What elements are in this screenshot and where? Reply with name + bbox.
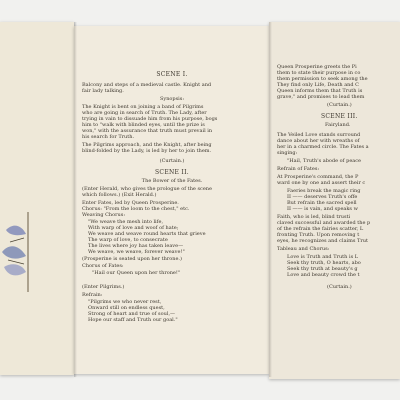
text-line: them permission to seek among the — [277, 76, 368, 82]
verse-line: Seek thy truth at beauty's g — [287, 266, 358, 272]
text-line: Synopsis: — [159, 96, 185, 102]
text-line: him to "walk with blinded eyes, until the prize is — [82, 122, 205, 128]
text-line: Chorus: "From the loom to the chest," etc. — [82, 206, 190, 212]
verse-line: We weave, we weave, forever weave!" — [88, 249, 185, 255]
verse-line: Hope our staff and Truth our goal." — [88, 317, 178, 323]
text-line: (Enter Herald, who gives the prologue of the scene — [82, 186, 212, 192]
verse-line: "Hail our Queen upon her throne!" — [92, 270, 181, 276]
text-line: Chorus of Fates: — [82, 263, 124, 269]
floral-ornament-illustration — [0, 212, 30, 292]
verse-line: With warp of love and woof of hate; — [88, 225, 179, 231]
curtain-note: (Curtain.) — [327, 284, 352, 290]
curtain-note: (Curtain.) — [327, 102, 352, 108]
verse-line: Love is Truth and Truth is L — [287, 254, 359, 260]
curtain-note: (Curtain.) — [159, 158, 185, 164]
text-line: fronting Truth. Upon removing t — [277, 232, 360, 238]
scene-heading: SCENE I. — [156, 71, 188, 78]
middle-panel-text — [82, 26, 262, 374]
text-line: The Knight is bent on joining a band of Pilgrims — [82, 104, 204, 110]
text-line: which follows.) (Exit Herald.) — [82, 192, 157, 198]
text-line: claved successful and awarded the p — [277, 220, 371, 226]
text-line: (Enter Pilgrims.) — [82, 284, 125, 290]
scene-heading: SCENE III. — [321, 113, 358, 120]
verse-line: "Pilgrims we who never rest, — [88, 299, 162, 305]
scene-heading: SCENE II. — [155, 169, 189, 176]
text-line: dance about her with wreaths of — [277, 138, 360, 144]
text-line: Refrain: — [82, 292, 103, 298]
text-line: won," with the assurance that truth must prevail in — [82, 128, 213, 134]
fold-shadow — [74, 22, 77, 377]
text-line: Refrain of Fates: — [277, 166, 320, 172]
verse-line: Seek thy truth, O hearts, abo — [287, 260, 361, 266]
text-line: ward one by one and assert their c — [277, 180, 366, 186]
text-line: them to state their purpose in co — [277, 70, 361, 76]
verse-line: Strong of heart and true of soul,— — [88, 311, 176, 317]
text-line: eyes, he recognizes and claims Trut — [277, 238, 369, 244]
verse-line: But refrain the sacred spell — [287, 200, 357, 206]
text-line: of the refrain the fairies scatter, L — [277, 226, 364, 232]
text-line: grave," and promises to lead them — [277, 94, 365, 100]
text-line: The Veiled Love stands surround — [277, 132, 361, 138]
text-line: singing: — [277, 150, 298, 156]
verse-line: "Hail, Truth's abode of peace — [287, 158, 362, 164]
text-line: They find only Life, Death and C — [277, 82, 360, 88]
verse-line: II —— is vain, and speaks w — [287, 206, 358, 212]
text-line: At Prosperine's command, the P — [277, 174, 359, 180]
text-line: Queen informs them that Truth is — [277, 88, 363, 94]
verse-line: The warp of love, to consecrate — [88, 237, 168, 243]
text-line: who are going in search of Truth. The Lady, after — [82, 110, 207, 116]
verse-line: II —— deserves Truth's offe — [287, 194, 358, 200]
text-line: trying in vain to dissuade him from his purpose, bogs — [82, 116, 218, 122]
text-line: Enter Fates, led by Queen Prosperine. — [82, 200, 179, 206]
program-right-panel — [269, 22, 400, 379]
text-line: The Pilgrims approach, and the Knight, after being — [82, 142, 212, 148]
verse-line: We weave and weave round hearts that grieve — [88, 231, 206, 237]
text-line: his search for Truth. — [82, 134, 135, 140]
text-line: Fairyland. — [325, 122, 351, 128]
text-line: Faith, who is led, blind trusti — [277, 214, 351, 220]
verse-line: Onward still on endless quest, — [88, 305, 165, 311]
text-line: blind-folded by the Lady, is led by her to join them. — [82, 148, 212, 154]
text-line: The Bower of the Fates. — [141, 178, 203, 184]
fold-shadow — [269, 22, 272, 377]
text-line: fair lady talking. — [82, 88, 124, 94]
right-panel-text — [277, 22, 400, 379]
text-line: Balcony and steps of a medieval castle. Knight and — [82, 82, 212, 88]
verse-line: Faeries break the magic ring — [287, 188, 361, 194]
text-line: (Prosperine is seated upon her throne.) — [82, 256, 182, 262]
program-middle-panel — [74, 26, 269, 374]
verse-line: The lives where joy has taken leave— — [88, 243, 184, 249]
text-line: Queen Prosperine greets the Pi — [277, 64, 357, 70]
program-left-panel — [0, 22, 74, 375]
text-line: her in a charmed circle. The Fates a — [277, 144, 369, 150]
verse-line: "We weave the mesh into life, — [88, 219, 164, 225]
verse-line: Love and beauty crowd the t — [287, 272, 360, 278]
text-line: Tableau and Chorus: — [277, 246, 330, 252]
text-line: Weaving Chorus: — [82, 212, 126, 218]
